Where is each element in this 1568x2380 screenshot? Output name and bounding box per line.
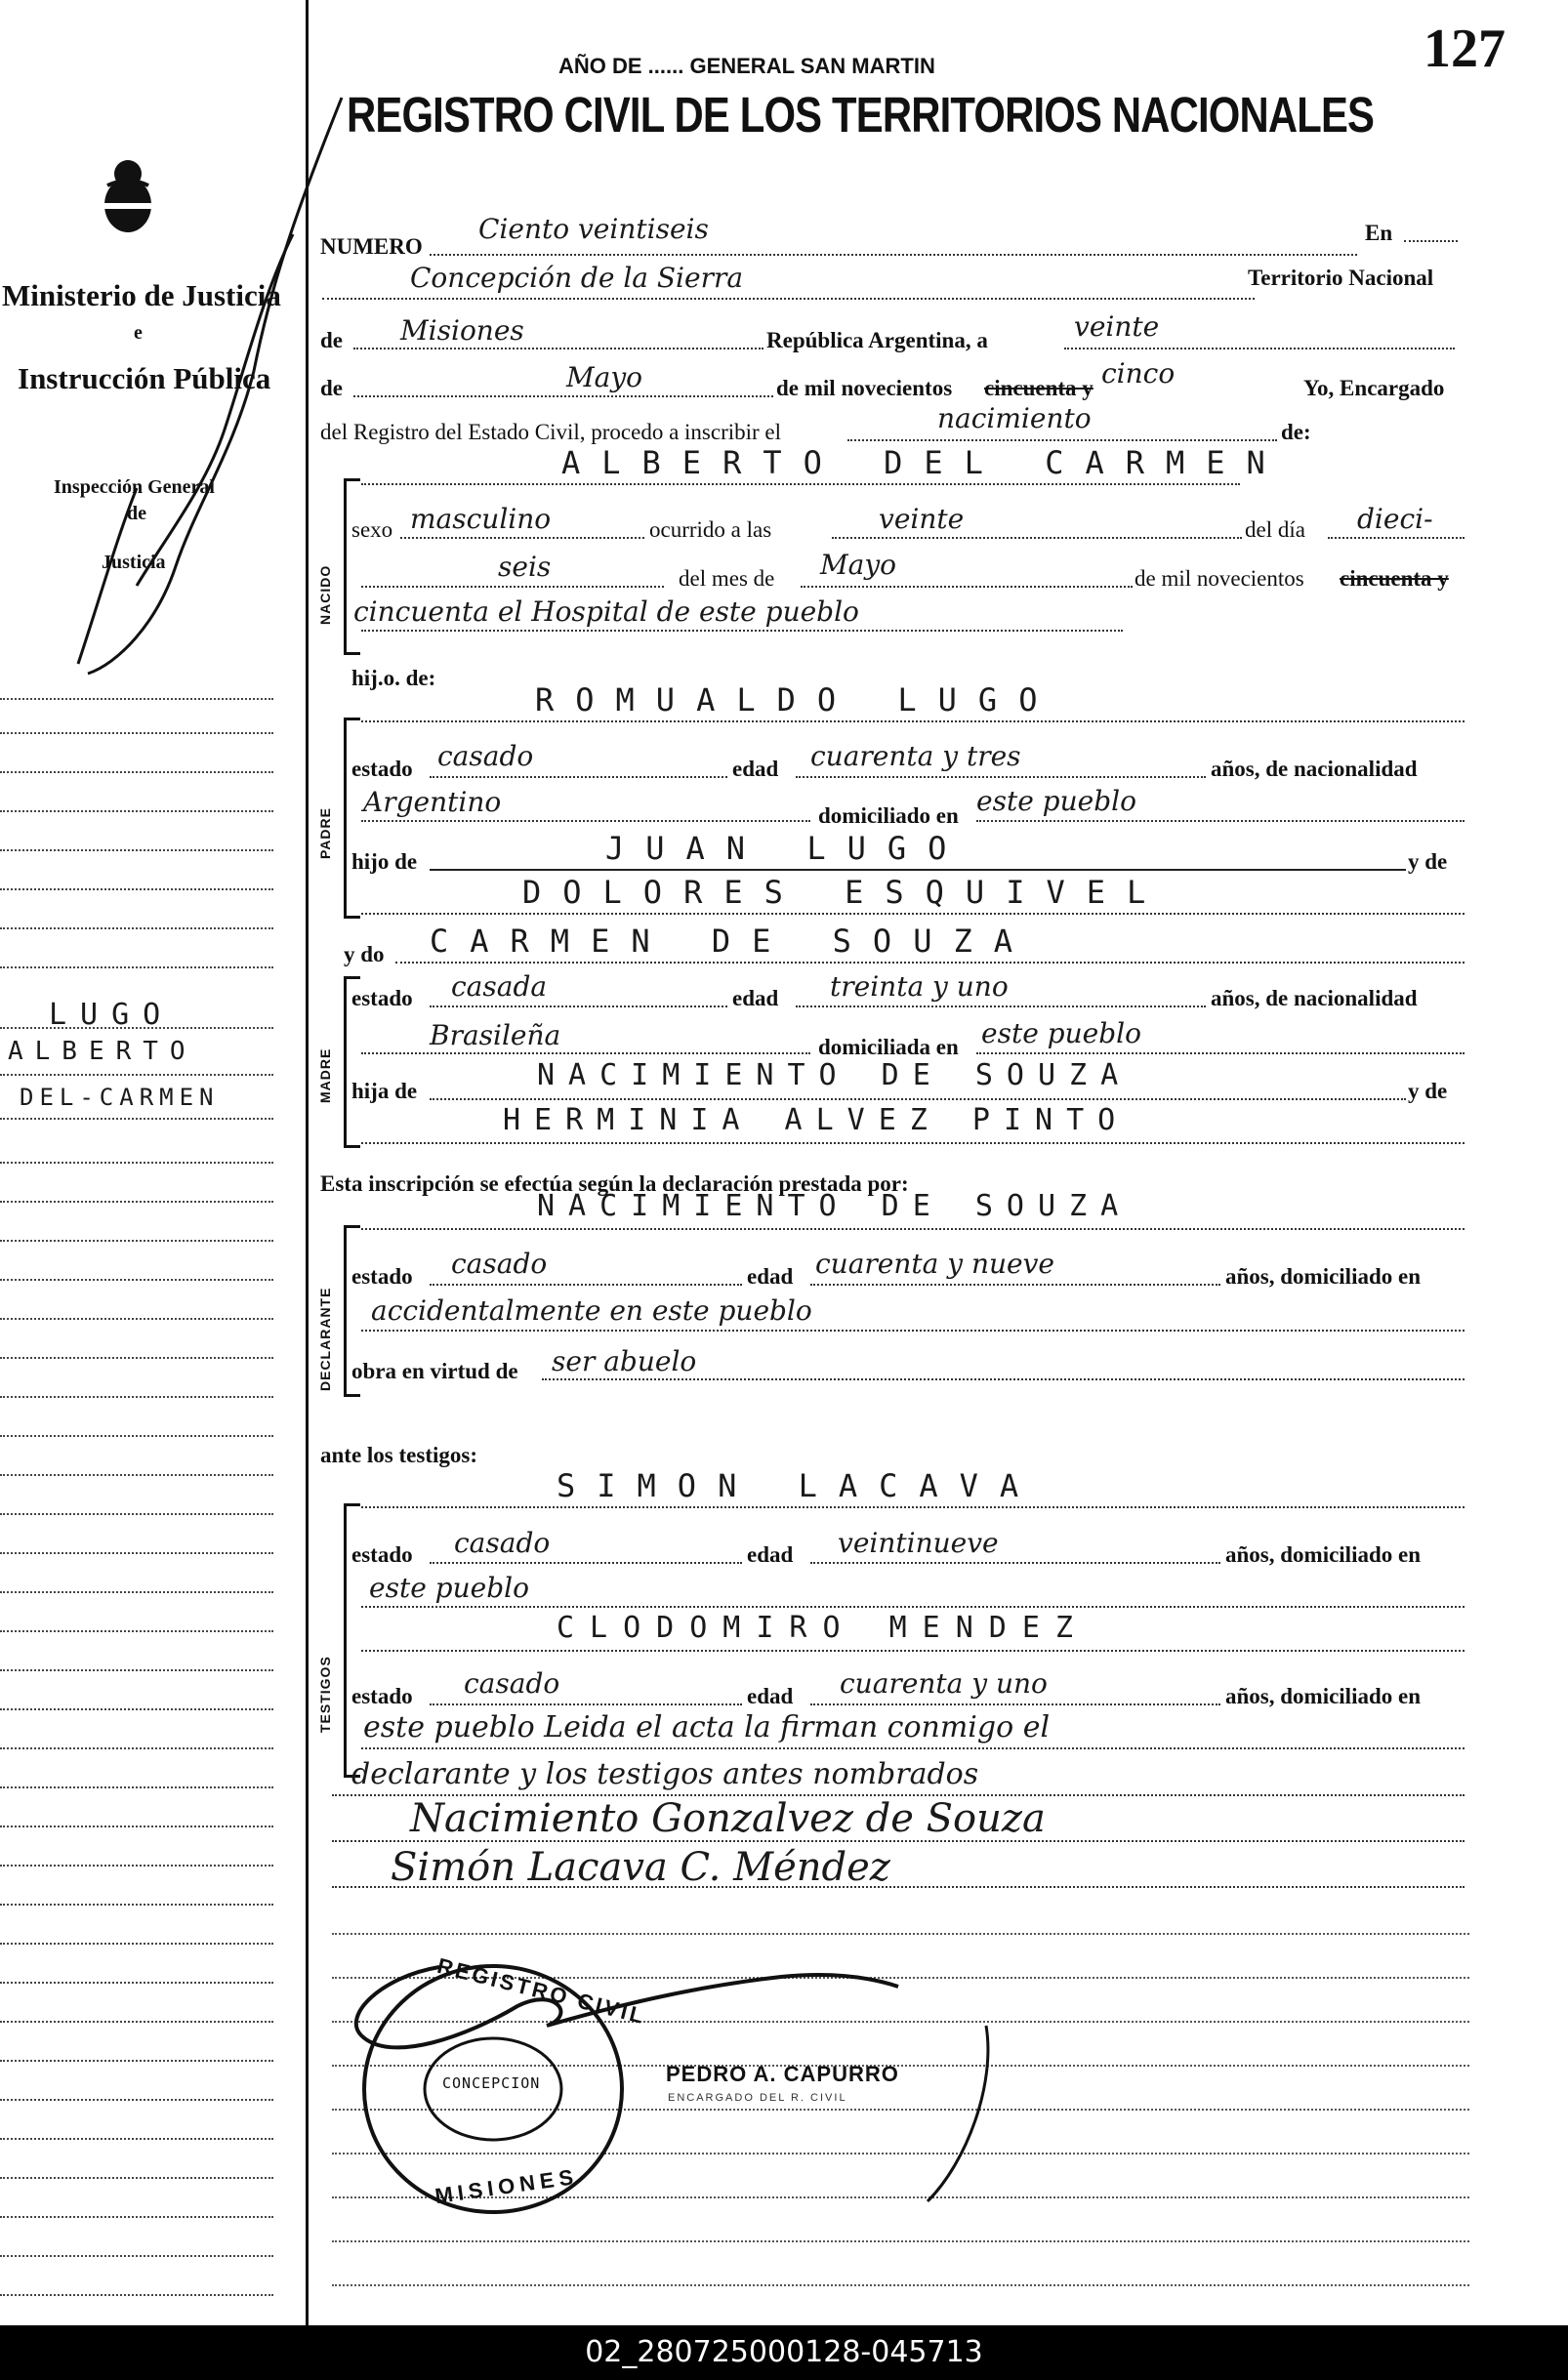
field-acto: nacimiento [937, 402, 1092, 434]
field-testigo2-nombre: CLODOMIRO MENDEZ [557, 1611, 1089, 1645]
year-line: AÑO DE ...... GENERAL SAN MARTIN [558, 54, 935, 78]
margin-note-rule1 [0, 1027, 273, 1029]
field-hora: veinte [879, 503, 965, 535]
field-padre-nombre: ROMUALDO LUGO [535, 681, 1059, 718]
label-cincuenta2: cincuenta y [1340, 566, 1449, 591]
field-testigo2-estado: casado [464, 1667, 560, 1700]
label-hija-de: hija de [351, 1079, 418, 1103]
document-id-footer: 02_280725000128-045713 [0, 2325, 1568, 2380]
field-nombre-inscripto: ALBERTO DEL CARMEN [561, 444, 1287, 481]
field-madre-nacionalidad: Brasileña [430, 1019, 561, 1051]
field-madre-edad: treinta y uno [830, 970, 1009, 1003]
label-declarante-anios: años, domiciliado en [1225, 1264, 1422, 1289]
field-declarante-edad: cuarenta y nueve [815, 1248, 1054, 1280]
margin-note-rule2 [0, 1074, 273, 1076]
margin-note-surname: LUGO [49, 998, 175, 1032]
label-de-colon: de: [1281, 420, 1311, 444]
label-del-dia: del día [1245, 517, 1305, 542]
label-ante-testigos: ante los testigos: [320, 1443, 477, 1467]
label-republica: República Argentina, a [766, 328, 988, 352]
field-testigo2-edad: cuarenta y uno [840, 1667, 1048, 1700]
page-number: 127 [1424, 19, 1506, 79]
field-dia-acta: veinte [1074, 310, 1160, 343]
label-padre-y-de: y de [1408, 849, 1448, 874]
label-madre: MADRE [317, 1047, 333, 1103]
signature-testigos: Simón Lacava C. Méndez [391, 1845, 890, 1890]
stamp-bottom-text: MISIONES [433, 2163, 580, 2209]
label-declarante: DECLARANTE [317, 1287, 333, 1391]
page-title: REGISTRO CIVIL DE LOS TERRITORIOS NACIONALES [347, 87, 1375, 143]
label-madre-estado: estado [351, 986, 413, 1010]
officer-name: PEDRO A. CAPURRO [666, 2062, 899, 2086]
label-testigo1-edad: edad [747, 1542, 794, 1567]
label-hijo-de: hij.o. de: [351, 666, 436, 690]
field-cierre: declarante y los testigos antes nombrados [351, 1757, 979, 1791]
label-y-do: y do [344, 942, 385, 966]
margin-note-name: ALBERTO [8, 1037, 197, 1066]
field-madre-domicilio: este pueblo [981, 1017, 1141, 1049]
label-madre-y-de: y de [1408, 1079, 1448, 1103]
field-testigo1-estado: casado [454, 1527, 551, 1559]
field-declarante-obra: ser abuelo [552, 1345, 697, 1377]
label-en: En [1365, 221, 1393, 245]
field-lugar: Concepción de la Sierra [410, 262, 744, 294]
label-padre-edad: edad [732, 757, 779, 781]
label-hijo-de2: hijo de [351, 849, 418, 874]
ministry-line5: de [127, 503, 146, 524]
label-padre-estado: estado [351, 757, 413, 781]
field-testigo1-nombre: SIMON LACAVA [557, 1467, 1041, 1504]
field-declarante-domicilio: accidentalmente en este pueblo [371, 1294, 812, 1327]
officer-title: ENCARGADO DEL R. CIVIL [668, 2092, 847, 2104]
label-nacido: NACIDO [317, 564, 333, 625]
label-testigo2-edad: edad [747, 1684, 794, 1708]
margin-note-name2: DEL-CARMEN [20, 1084, 220, 1111]
field-padre-domicilio: este pueblo [976, 785, 1136, 817]
label-del-mes: del mes de [679, 566, 775, 591]
official-stamp [356, 1952, 649, 2221]
field-mes-acta: Mayo [566, 361, 643, 393]
label-testigos: TESTIGOS [317, 1656, 333, 1733]
label-padre-domiciliado: domiciliado en [818, 803, 959, 828]
label-testigo2-anios: años, domiciliado en [1225, 1684, 1422, 1708]
label-yo-encargado: Yo, Encargado [1303, 376, 1445, 400]
field-territorio: Misiones [400, 314, 524, 347]
label-ocurrido: ocurrido a las [649, 517, 772, 542]
field-padre-padre: JUAN LUGO [605, 830, 969, 867]
label-madre-anios: años, de nacionalidad [1211, 986, 1418, 1010]
label-numero: NUMERO [320, 234, 423, 259]
label-territorio: Territorio Nacional [1248, 266, 1434, 290]
label-padre-anios: años, de nacionalidad [1211, 757, 1418, 781]
field-testigo1-edad: veintinueve [838, 1527, 999, 1559]
field-dia-nac2: seis [498, 551, 552, 583]
field-padre-edad: cuarenta y tres [810, 740, 1021, 772]
label-madre-edad: edad [732, 986, 779, 1010]
field-anio-acta: cinco [1101, 357, 1176, 390]
field-sexo: masculino [410, 503, 552, 535]
label-de2: de [320, 376, 343, 400]
field-declarante-nombre: NACIMIENTO DE SOUZA [537, 1189, 1133, 1223]
field-numero: Ciento veintiseis [478, 213, 709, 245]
label-inscripcion: Esta inscripción se efectúa según la declaración prestada por: [320, 1171, 909, 1196]
label-padre: PADRE [317, 807, 333, 859]
label-mil-novecientos: de mil novecientos [776, 376, 953, 400]
label-testigo2-estado: estado [351, 1684, 413, 1708]
signature-declarante: Nacimiento Gonzalvez de Souza [410, 1796, 1046, 1841]
field-madre-estado: casada [451, 970, 548, 1003]
label-testigo1-estado: estado [351, 1542, 413, 1567]
field-madre-padre: NACIMIENTO DE SOUZA [537, 1058, 1133, 1092]
ministry-line6: Justicia [102, 552, 166, 573]
label-obra: obra en virtud de [351, 1359, 518, 1383]
field-testigo1-domicilio: este pueblo [369, 1572, 529, 1604]
field-mes-nac: Mayo [820, 549, 897, 581]
label-de: de [320, 328, 343, 352]
field-declarante-estado: casado [451, 1248, 548, 1280]
label-madre-domiciliada: domiciliada en [818, 1035, 959, 1059]
field-padre-nacionalidad: Argentino [363, 786, 502, 818]
label-testigo1-anios: años, domiciliado en [1225, 1542, 1422, 1567]
margin-note-rule3 [0, 1118, 273, 1120]
ministry-line2: e [134, 322, 143, 344]
field-testigo2-domicilio: este pueblo Leida el acta la firman conmigo el [363, 1710, 1051, 1744]
ministry-line3: Instrucción Pública [18, 361, 271, 395]
field-padre-estado: casado [437, 740, 534, 772]
ministry-line4: Inspección General [54, 476, 215, 498]
field-madre-nombre: CARMEN DE SOUZA [430, 923, 1034, 960]
stamp-top-text: REGISTRO CIVIL [434, 1952, 649, 2030]
label-cincuenta: cincuenta y [984, 376, 1093, 400]
field-padre-madre: DOLORES ESQUIVEL [522, 874, 1168, 911]
stamp-center-text: CONCEPCION [442, 2074, 541, 2092]
field-lugar-nac: cincuenta el Hospital de este pueblo [353, 595, 859, 628]
label-declarante-edad: edad [747, 1264, 794, 1289]
label-declarante-estado: estado [351, 1264, 413, 1289]
field-dia-nac: dieci- [1357, 503, 1433, 535]
label-mil-nov2: de mil novecientos [1135, 566, 1304, 591]
label-sexo: sexo [351, 517, 393, 542]
ministry-line1: Ministerio de Justicia [2, 278, 281, 312]
field-madre-madre: HERMINIA ALVEZ PINTO [503, 1103, 1130, 1137]
label-del-registro: del Registro del Estado Civil, procedo a inscribir el [320, 420, 782, 444]
bracket-nacido [344, 478, 360, 655]
bracket-padre [344, 718, 360, 919]
